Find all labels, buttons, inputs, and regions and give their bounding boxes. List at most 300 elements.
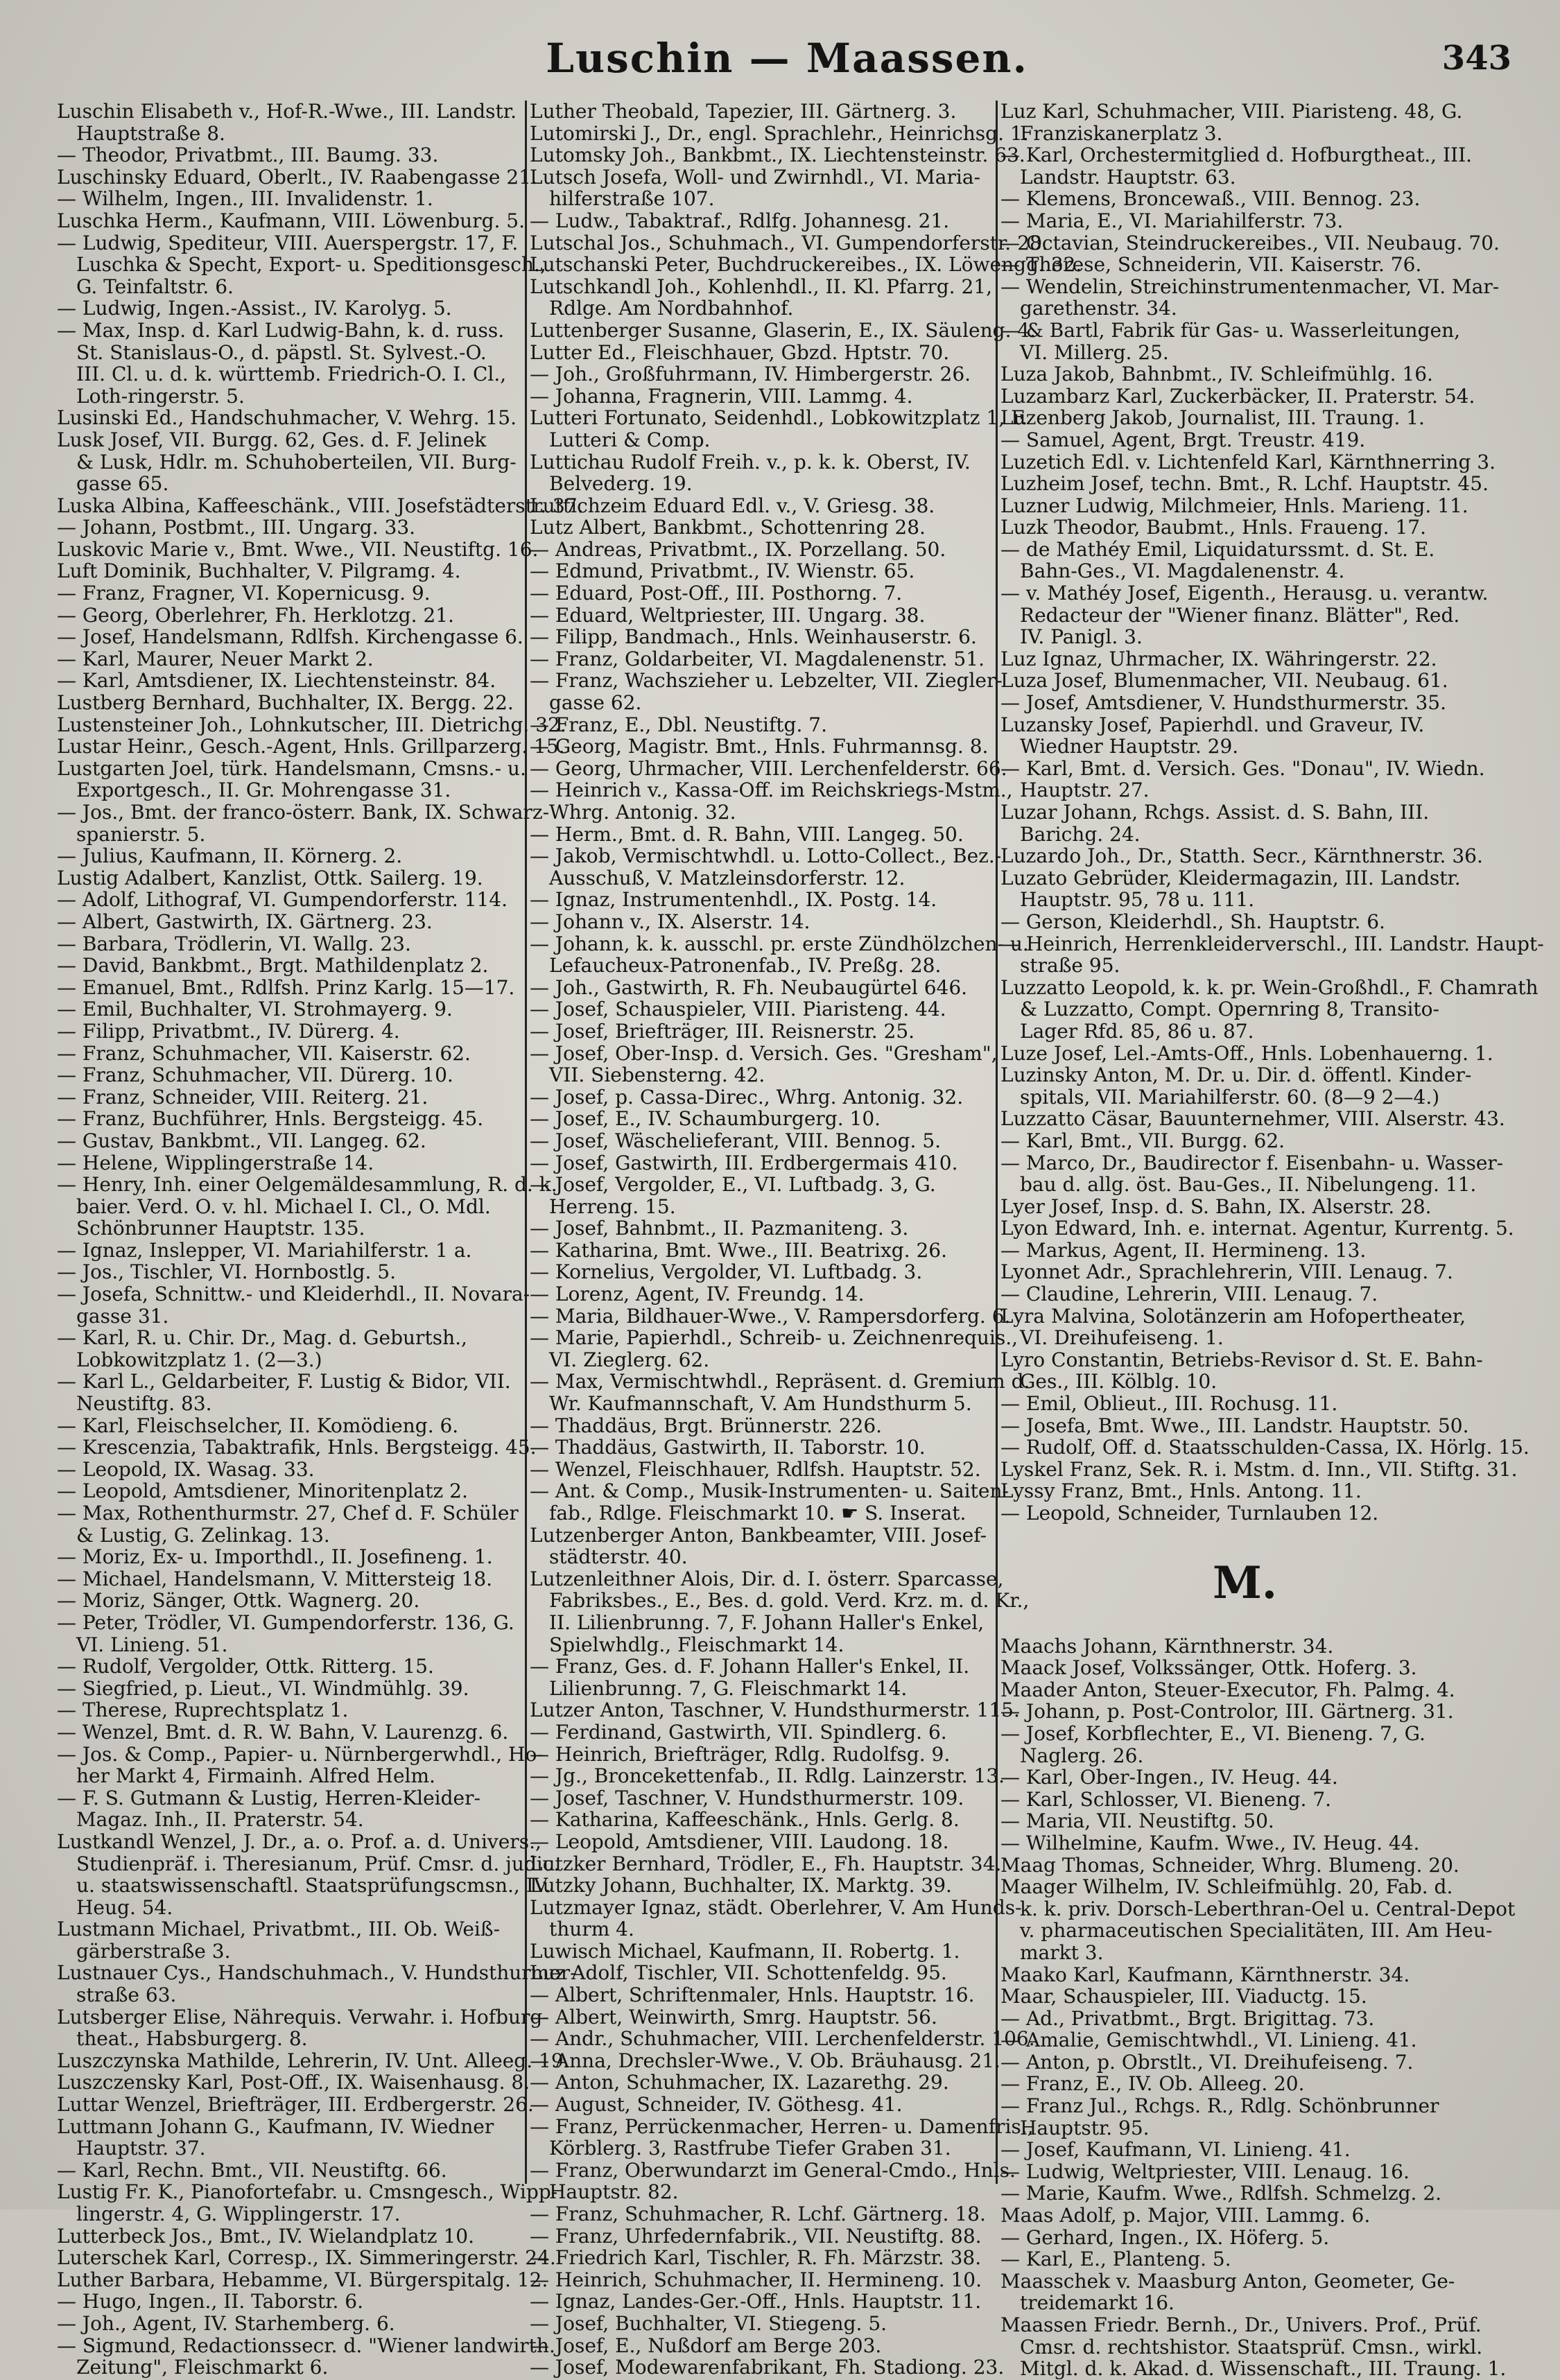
directory-subentry: — Jakob, Vermischtwhdl. u. Lotto-Collect., Bez.- [530, 844, 1002, 868]
directory-subentry: — Franz, Buchführer, Hnls. Bergsteigg. 45. [57, 1107, 484, 1131]
entry-continuation: VI. Zieglerg. 62. [549, 1348, 710, 1371]
directory-subentry: — Johann, k. k. ausschl. pr. erste Zündhölzchen- u. [530, 932, 1029, 955]
directory-subentry: — Ludwig, Ingen.-Assist., IV. Karolyg. 5. [57, 297, 452, 320]
entry-continuation: Bahn-Ges., VI. Magdalenenstr. 4. [1020, 559, 1345, 583]
directory-subentry: — David, Bankbmt., Brgt. Mathildenplatz 2. [57, 954, 489, 978]
directory-entry: Luska Albina, Kaffeeschänk., VIII. Josefstädterstr. 37. [57, 494, 584, 517]
directory-subentry: — Karl, Bmt. d. Versich. Ges. "Donau", IV. Wiedn. [1000, 756, 1485, 780]
directory-subentry: — Katharina, Kaffeeschänk., Hnls. Gerlg. 8. [530, 1808, 960, 1832]
directory-subentry: — Therese, Ruprechtsplatz 1. [57, 1699, 349, 1722]
directory-subentry: — Josef, Vergolder, E., VI. Luftbadg. 3, G. [530, 1173, 936, 1197]
directory-entry: Luschin Elisabeth v., Hof-R.-Wwe., III. Landstr. [57, 100, 517, 123]
entry-continuation: VII. Siebensterng. 42. [549, 1063, 765, 1087]
directory-subentry: — Thaddäus, Gastwirth, II. Taborstr. 10. [530, 1436, 926, 1459]
entry-continuation: garethenstr. 34. [1020, 297, 1177, 320]
directory-entry: Lustkandl Wenzel, J. Dr., a. o. Prof. a. d. Univers., [57, 1830, 541, 1853]
directory-subentry: — Heinrich, Herrenkleiderverschl., III. Landstr. Haupt- [1000, 932, 1544, 955]
directory-entry: Lutzmayer Ignaz, städt. Oberlehrer, V. Am Hunds- [530, 1895, 1022, 1919]
entry-continuation: lingerstr. 4, G. Wipplingerstr. 17. [76, 2203, 401, 2225]
entry-continuation: Hauptstr. 95, 78 u. 111. [1020, 888, 1255, 912]
directory-entry: Luterschek Karl, Corresp., IX. Simmeringerstr. 24. [57, 2246, 556, 2270]
directory-subentry: — Wilhelmine, Kaufm. Wwe., IV. Heug. 44. [1000, 1831, 1420, 1855]
directory-entry: Luzambarz Karl, Zuckerbäcker, II. Praterstr. 54. [1000, 384, 1475, 408]
directory-subentry: — Franz, Schuhmacher, VII. Dürerg. 10. [57, 1063, 453, 1087]
directory-entry: Luzzatto Leopold, k. k. pr. Wein-Großhdl., F. Chamrath [1000, 975, 1539, 999]
directory-entry: Lutter Ed., Fleischhauer, Gbzd. Hptstr. 70. [530, 340, 950, 364]
entry-continuation: gärberstraße 3. [76, 1939, 231, 1963]
directory-entry: Lusinski Ed., Handschuhmacher, V. Wehrg. 15. [57, 406, 517, 430]
directory-subentry: — Friedrich Karl, Tischler, R. Fh. Märzstr. 38. [530, 2246, 982, 2270]
directory-entry: Lyon Edward, Inh. e. internat. Agentur, Kurrentg. 5. [1000, 1217, 1514, 1240]
section-letter: M. [1212, 1556, 1278, 1609]
directory-subentry: — Joh., Großfuhrmann, IV. Himbergerstr. 26. [530, 363, 971, 386]
directory-entry: Luzheim Josef, techn. Bmt., R. Lchf. Hauptstr. 45. [1000, 472, 1489, 496]
entry-continuation: Herreng. 15. [549, 1195, 676, 1218]
directory-entry: Lustmann Michael, Privatbmt., III. Ob. Weiß- [57, 1918, 501, 1941]
directory-subentry: — Anton, p. Obrstlt., VI. Dreihufeiseng. 7. [1000, 2050, 1414, 2074]
directory-entry: Lutsch Josefa, Woll- und Zwirnhdl., VI. Maria- [530, 165, 980, 189]
directory-subentry: — Wenzel, Fleischhauer, Rdlfsh. Hauptstr. 52. [530, 1457, 981, 1481]
directory-entry: Lutzker Bernhard, Trödler, E., Fh. Hauptstr. 34. [530, 1852, 1002, 1875]
directory-subentry: — Moriz, Ex- u. Importhdl., II. Josefineng. 1. [57, 1545, 493, 1569]
entry-continuation: v. pharmaceutischen Specialitäten, III. Am Heu- [1020, 1919, 1493, 1943]
directory-entry: Maassen Friedr. Bernh., Dr., Univers. Prof., Prüf. [1000, 2313, 1482, 2336]
directory-subentry: — Karl L., Geldarbeiter, F. Lustig & Bidor, VII. [57, 1370, 511, 1393]
entry-continuation: & Lusk, Hdlr. m. Schuhoberteilen, VII. Burg- [76, 450, 517, 474]
directory-subentry: — Franz Jul., Rchgs. R., Rdlg. Schönbrunner [1000, 2094, 1439, 2118]
directory-subentry: — Wendelin, Streichinstrumentenmacher, VI. Mar- [1000, 275, 1500, 298]
directory-subentry: — Georg, Uhrmacher, VIII. Lerchenfelderstr. 66. [530, 756, 1007, 780]
directory-subentry: — Josef, E., IV. Schaumburgerg. 10. [530, 1107, 881, 1131]
directory-subentry: — Rudolf, Vergolder, Ottk. Ritterg. 15. [57, 1655, 434, 1678]
directory-subentry: — Josef, Ober-Insp. d. Versich. Ges. "Gresham", [530, 1041, 998, 1065]
directory-subentry: — Josef, Briefträger, III. Reisnerstr. 25. [530, 1019, 915, 1043]
directory-subentry: — Josef, Amtsdiener, V. Hundsthurmerstr. 35. [1000, 691, 1447, 715]
directory-entry: Luzar Johann, Rchgs. Assist. d. S. Bahn, III. [1000, 801, 1430, 824]
directory-entry: Lutomirski J., Dr., engl. Sprachlehr., Heinrichsg. 1. [530, 121, 1029, 145]
entry-continuation: spanierstr. 5. [76, 822, 206, 846]
directory-entry: Luz Karl, Schuhmacher, VIII. Piaristeng. 48, G. [1000, 100, 1463, 123]
directory-subentry: — Leopold, Amtsdiener, VIII. Laudong. 18. [530, 1830, 949, 1853]
directory-subentry: — Josef, Wäschelieferant, VIII. Bennog. 5. [530, 1129, 942, 1152]
column-1 [57, 100, 584, 2379]
directory-subentry: — Heinrich, Schuhmacher, II. Hermineng. 10. [530, 2268, 982, 2291]
directory-subentry: — Ignaz, Landes-Ger.-Off., Hnls. Hauptstr. 11. [530, 2290, 982, 2313]
directory-subentry: — Jos., Bmt. der franco-österr. Bank, IX. Schwarz- [57, 801, 550, 824]
directory-subentry: — v. Mathéy Josef, Eigenth., Herausg. u. verantw. [1000, 582, 1489, 605]
directory-entry: Lutomsky Joh., Bankbmt., IX. Liechtensteinstr. 63. [530, 144, 1025, 167]
directory-entry: Maader Anton, Steuer-Executor, Fh. Palmg. 4. [1000, 1678, 1455, 1701]
directory-entry: Lutzenleithner Alois, Dir. d. I. österr. Sparcasse, [530, 1567, 1004, 1590]
directory-entry: Lutschal Jos., Schuhmach., VI. Gumpendorferstr. 28. [530, 231, 1048, 254]
directory-entry: Maako Karl, Kaufmann, Kärnthnerstr. 34. [1000, 1963, 1410, 1986]
entry-continuation: fab., Rdlge. Fleischmarkt 10. ☛ S. Inserat. [549, 1502, 967, 1525]
directory-subentry: — Karl, Maurer, Neuer Markt 2. [57, 647, 374, 670]
directory-entry: Luschka Herm., Kaufmann, VIII. Löwenburg. 5. [57, 209, 526, 232]
entry-continuation: III. Cl. u. d. k. württemb. Friedrich-O. I. Cl., [76, 363, 507, 386]
directory-entry: Maack Josef, Volkssänger, Ottk. Hoferg. 3. [1000, 1656, 1417, 1680]
directory-subentry: — Josef, Handelsmann, Rdlfsh. Kirchengasse 6. [57, 625, 523, 649]
directory-subentry: — Franz, Uhrfedernfabrik., VII. Neustiftg. 88. [530, 2224, 982, 2248]
directory-entry: Lutterbeck Jos., Bmt., IV. Wielandplatz 10. [57, 2224, 474, 2248]
directory-entry: Luwisch Michael, Kaufmann, II. Robertg. 1. [530, 1939, 960, 1963]
directory-subentry: — Emil, Oblieut., III. Rochusg. 11. [1000, 1392, 1338, 1416]
directory-subentry: — Josef, Korbflechter, E., VI. Bieneng. 7, G. [1000, 1721, 1425, 1745]
directory-entry: Luzetich Edl. v. Lichtenfeld Karl, Kärnthnerring 3. [1000, 450, 1496, 474]
directory-entry: Maachs Johann, Kärnthnerstr. 34. [1000, 1634, 1334, 1658]
directory-entry: Lustnauer Cys., Handschuhmach., V. Hundsthurmer- [57, 1961, 577, 1985]
entry-continuation: Zeitung", Fleischmarkt 6. [76, 2356, 329, 2379]
entry-continuation: Loth-ringerstr. 5. [76, 384, 245, 408]
directory-subentry: — Henry, Inh. einer Oelgemäldesammlung, R. d. k. [57, 1173, 557, 1197]
entry-continuation: u. staatswissenschaftl. Staatsprüfungscmsn., IV. [76, 1874, 551, 1897]
directory-subentry: — Eduard, Post-Off., III. Posthorng. 7. [530, 582, 903, 605]
directory-subentry: — Andr., Schuhmacher, VIII. Lerchenfelderstr. 106. [530, 2027, 1035, 2051]
directory-entry: Lyro Constantin, Betriebs-Revisor d. St. E. Bahn- [1000, 1348, 1483, 1371]
entry-continuation: G. Teinfaltstr. 6. [76, 275, 234, 298]
directory-entry: Luzansky Josef, Papierhdl. und Graveur, IV. [1000, 713, 1425, 736]
directory-subentry: — Anna, Drechsler-Wwe., V. Ob. Bräuhausg. 21. [530, 2049, 1000, 2072]
entry-continuation: k. k. priv. Dorsch-Leberthran-Oel u. Central-Depot [1020, 1897, 1516, 1920]
directory-entry: Lyskel Franz, Sek. R. i. Mstm. d. Inn., VII. Stiftg. 31. [1000, 1457, 1518, 1481]
directory-subentry: — Josef, Taschner, V. Hundsthurmerstr. 109. [530, 1786, 964, 1809]
entry-continuation: Exportgesch., II. Gr. Mohrengasse 31. [76, 779, 451, 802]
directory-subentry: — Josef, p. Cassa-Direc., Whrg. Antonig. 32. [530, 1085, 964, 1109]
directory-subentry: — Franz, Schuhmacher, R. Lchf. Gärtnerg. 18. [530, 2203, 986, 2225]
entry-continuation: & Lustig, G. Zelinkag. 13. [76, 1523, 330, 1547]
entry-continuation: & Luzzatto, Compt. Opernring 8, Transito- [1020, 998, 1439, 1021]
directory-entry: Luzner Ludwig, Milchmeier, Hnls. Marieng. 11. [1000, 494, 1468, 517]
directory-subentry: — Peter, Trödler, VI. Gumpendorferstr. 136, G. [57, 1610, 514, 1634]
directory-subentry: — Karl, Schlosser, VI. Bieneng. 7. [1000, 1787, 1332, 1811]
entry-continuation: VI. Linieng. 51. [76, 1633, 228, 1656]
directory-subentry: — Albert, Gastwirth, IX. Gärtnerg. 23. [57, 910, 433, 933]
directory-subentry: — Karl, E., Planteng. 5. [1000, 2248, 1231, 2271]
directory-subentry: — Klemens, Broncewaß., VIII. Bennog. 23. [1000, 187, 1421, 211]
directory-subentry: — Katharina, Bmt. Wwe., III. Beatrixg. 26. [530, 1238, 948, 1262]
entry-continuation: Magaz. Inh., II. Praterstr. 54. [76, 1808, 364, 1832]
directory-subentry: — Johann, p. Post-Controlor, III. Gärtnerg. 31. [1000, 1700, 1454, 1723]
entry-continuation: hilferstraße 107. [549, 187, 715, 211]
page-number: 343 [1441, 39, 1511, 78]
directory-subentry: — Herm., Bmt. d. R. Bahn, VIII. Langeg. 50. [530, 822, 964, 846]
entry-continuation: Mitgl. d. k. Akad. d. Wissenschaft., III. Traung. 1. [1020, 2357, 1507, 2380]
directory-subentry: — Hugo, Ingen., II. Taborstr. 6. [57, 2290, 363, 2313]
entry-continuation: Schönbrunner Hauptstr. 135. [76, 1217, 365, 1240]
directory-subentry: — Johann v., IX. Alserstr. 14. [530, 910, 811, 933]
directory-subentry: — Edmund, Privatbmt., IV. Wienstr. 65. [530, 559, 915, 583]
directory-subentry: — Maria, E., VI. Mariahilferstr. 73. [1000, 209, 1344, 232]
directory-subentry: — Ant. & Comp., Musik-Instrumenten- u. Saiten- [530, 1479, 1009, 1503]
entry-continuation: Wiedner Hauptstr. 29. [1020, 735, 1239, 758]
directory-subentry: — Marco, Dr., Baudirector f. Eisenbahn- u. Wasser- [1000, 1151, 1504, 1174]
entry-continuation: gasse 62. [549, 691, 642, 715]
directory-subentry: — Helene, Wipplingerstraße 14. [57, 1151, 374, 1174]
directory-subentry: — Franz, Oberwundarzt im General-Cmdo., Hnls. [530, 2158, 1016, 2182]
entry-continuation: Hauptstr. 27. [1020, 779, 1150, 802]
entry-continuation: Redacteur der "Wiener finanz. Blätter", Red. [1020, 603, 1460, 627]
directory-entry: Luzzatto Cäsar, Bauunternehmer, VIII. Alserstr. 43. [1000, 1107, 1505, 1131]
directory-subentry: — Heinrich, Briefträger, Rdlg. Rudolfsg. 9. [530, 1742, 951, 1766]
directory-subentry: — Franz, Goldarbeiter, VI. Magdalenenstr. 51. [530, 647, 985, 670]
directory-subentry: — Emil, Buchhalter, VI. Strohmayerg. 9. [57, 998, 453, 1021]
directory-entry: Luschinsky Eduard, Oberlt., IV. Raabengasse 21. [57, 165, 537, 189]
running-head: Luschin — Maassen. [546, 35, 1028, 82]
directory-subentry: — Franz, E., Dbl. Neustiftg. 7. [530, 713, 827, 736]
column-3 [1000, 100, 1544, 2380]
entry-continuation: Körblerg. 3, Rastfrube Tiefer Graben 31. [549, 2137, 951, 2160]
directory-subentry: — Gerson, Kleiderhdl., Sh. Hauptstr. 6. [1000, 910, 1385, 933]
directory-entry: Lusk Josef, VII. Burgg. 62, Ges. d. F. Jelinek [57, 428, 487, 451]
directory-entry: Luft Dominik, Buchhalter, V. Pilgramg. 4. [57, 559, 461, 583]
directory-subentry: — Marie, Kaufm. Wwe., Rdlfsh. Schmelzg. 2. [1000, 2182, 1442, 2205]
directory-subentry: — Leopold, IX. Wasag. 33. [57, 1457, 315, 1481]
directory-subentry: — Filipp, Privatbmt., IV. Dürerg. 4. [57, 1019, 400, 1043]
entry-continuation: markt 3. [1020, 1940, 1104, 1964]
directory-subentry: — Claudine, Lehrerin, VIII. Lenaug. 7. [1000, 1283, 1378, 1306]
directory-subentry: — Franz, Wachszieher u. Lebzelter, VII. Ziegler- [530, 669, 1003, 693]
entry-continuation: thurm 4. [549, 1918, 634, 1941]
directory-subentry: — Josefa, Schnittw.- und Kleiderhdl., II. Novara- [57, 1283, 530, 1306]
directory-entry: Luther Theobald, Tapezier, III. Gärtnerg. 3. [530, 100, 957, 123]
entry-continuation: St. Stanislaus-O., d. päpstl. St. Sylvest.-O. [76, 340, 487, 364]
entry-continuation: baier. Verd. O. v. hl. Michael I. Cl., O. Mdl. [76, 1195, 491, 1218]
entry-continuation: Lutteri & Comp. [549, 428, 711, 451]
directory-subentry: — Joh., Agent, IV. Starhemberg. 6. [57, 2311, 395, 2335]
directory-subentry: — Karl, Ober-Ingen., IV. Heug. 44. [1000, 1766, 1338, 1789]
directory-subentry: — Therese, Schneiderin, VII. Kaiserstr. 76. [1000, 253, 1422, 277]
directory-subentry: — Filipp, Bandmach., Hnls. Weinhauserstr. 6. [530, 625, 977, 649]
directory-subentry: — Josef, Modewarenfabrikant, Fh. Stadiong. 23. [530, 2356, 1005, 2379]
directory-entry: Luz Adolf, Tischler, VII. Schottenfeldg. 95. [530, 1961, 947, 1985]
directory-subentry: — Leopold, Amtsdiener, Minoritenplatz 2. [57, 1479, 468, 1503]
directory-subentry: — August, Schneider, IV. Göthesg. 41. [530, 2093, 903, 2117]
entry-continuation: Neustiftg. 83. [76, 1392, 212, 1416]
entry-continuation: Lobkowitzplatz 1. (2—3.) [76, 1348, 322, 1371]
directory-entry: Lustensteiner Joh., Lohnkutscher, III. Dietrichg. 32. [57, 713, 566, 736]
directory-entry: Maager Wilhelm, IV. Schleifmühlg. 20, Fab. d. [1000, 1875, 1453, 1899]
directory-subentry: — Joh., Gastwirth, R. Fh. Neubaugürtel 646. [530, 975, 968, 999]
directory-entry: Luttenberger Susanne, Glaserin, E., IX. Säuleng. 4. [530, 318, 1037, 342]
directory-subentry: — Georg, Oberlehrer, Fh. Herklotzg. 21. [57, 603, 454, 627]
entry-continuation: Whrg. Antonig. 32. [549, 801, 736, 824]
entry-continuation: Belvederg. 19. [549, 472, 693, 496]
directory-subentry: — Karl, Rechn. Bmt., VII. Neustiftg. 66. [57, 2158, 447, 2182]
directory-subentry: — Max, Rothenthurmstr. 27, Chef d. F. Schüler [57, 1502, 519, 1525]
entry-continuation: VI. Millerg. 25. [1020, 340, 1169, 364]
directory-subentry: — Amalie, Gemischtwhdl., VI. Linieng. 41. [1000, 2029, 1417, 2052]
directory-subentry: — Gerhard, Ingen., IX. Höferg. 5. [1000, 2225, 1330, 2249]
entry-continuation: Naglerg. 26. [1020, 1744, 1144, 1767]
directory-subentry: — Franz, Fragner, VI. Kopernicusg. 9. [57, 582, 431, 605]
entry-continuation: Lilienbrunng. 7, G. Fleischmarkt 14. [549, 1676, 908, 1700]
directory-subentry: — F. S. Gutmann & Lustig, Herren-Kleider- [57, 1786, 480, 1809]
directory-subentry: — Karl, Fleischselcher, II. Komödieng. 6. [57, 1414, 459, 1437]
directory-entry: Luza Josef, Blumenmacher, VII. Neubaug. 61. [1000, 669, 1448, 693]
directory-entry: Lyonnet Adr., Sprachlehrerin, VIII. Lenaug. 7. [1000, 1260, 1453, 1284]
directory-subentry: — Theodor, Privatbmt., III. Baumg. 33. [57, 144, 439, 167]
directory-subentry: — Samuel, Agent, Brgt. Treustr. 419. [1000, 428, 1366, 451]
directory-entry: Lutzenberger Anton, Bankbeamter, VIII. Josef- [530, 1523, 987, 1547]
directory-subentry: — Wenzel, Bmt. d. R. W. Bahn, V. Laurenzg. 6. [57, 1720, 509, 1744]
directory-entry: Lutz Albert, Bankbmt., Schottenring 28. [530, 516, 926, 539]
directory-entry: Luttmann Johann G., Kaufmann, IV. Wiedner [57, 2114, 494, 2138]
directory-subentry: — Ferdinand, Gastwirth, VII. Spindlerg. 6. [530, 1720, 947, 1744]
directory-subentry: — Heinrich v., Kassa-Off. im Reichskriegs-Mstm., [530, 779, 1013, 802]
entry-continuation: Cmsr. d. rechtshistor. Staatsprüf. Cmsn., wirkl. [1020, 2335, 1483, 2359]
directory-subentry: — Johann, Postbmt., III. Ungarg. 33. [57, 516, 416, 539]
entry-continuation: Spielwhdlg., Fleischmarkt 14. [549, 1633, 844, 1656]
directory-entry: Lutteri Fortunato, Seidenhdl., Lobkowitzplatz 1, F. [530, 406, 1028, 430]
entry-continuation: Hauptstraße 8. [76, 121, 225, 145]
directory-entry: Lustberg Bernhard, Buchhalter, IX. Bergg. 22. [57, 691, 514, 715]
directory-entry: Luzk Theodor, Baubmt., Hnls. Fraueng. 17. [1000, 516, 1426, 539]
entry-continuation: her Markt 4, Firmainh. Alfred Helm. [76, 1764, 435, 1788]
directory-subentry: — Josef, Buchhalter, VI. Stiegeng. 5. [530, 2311, 887, 2335]
directory-entry: Lyer Josef, Insp. d. S. Bahn, IX. Alserstr. 28. [1000, 1195, 1432, 1218]
entry-continuation: Luschka & Specht, Export- u. Speditionsgesch., [76, 253, 546, 277]
directory-entry: Luza Jakob, Bahnbmt., IV. Schleifmühlg. 16. [1000, 363, 1433, 386]
directory-subentry: — Ignaz, Instrumentenhdl., IX. Postg. 14. [530, 888, 937, 912]
entry-continuation: gasse 65. [76, 472, 169, 496]
directory-entry: Lutschanski Peter, Buchdruckereibes., IX. Löwengg. 32. [530, 253, 1082, 277]
entry-continuation: Hauptstr. 82. [549, 2180, 679, 2204]
directory-subentry: — Max, Insp. d. Karl Ludwig-Bahn, k. d. russ. [57, 318, 505, 342]
directory-entry: Luz Ignaz, Uhrmacher, IX. Währingerstr. 22. [1000, 647, 1437, 670]
directory-subentry: — Leopold, Schneider, Turnlauben 12. [1000, 1502, 1379, 1525]
directory-subentry: — Albert, Weinwirth, Smrg. Hauptstr. 56. [530, 2005, 937, 2029]
entry-continuation: II. Lilienbrunng. 7, F. Johann Haller's Enkel, [549, 1610, 985, 1634]
entry-continuation: gasse 31. [76, 1304, 169, 1328]
entry-continuation: Lefaucheux-Patronenfab., IV. Preßg. 28. [549, 954, 942, 978]
entry-continuation: Lager Rfd. 85, 86 u. 87. [1020, 1019, 1254, 1043]
directory-subentry: — Markus, Agent, II. Hermineng. 13. [1000, 1238, 1367, 1262]
directory-subentry: — Andreas, Privatbmt., IX. Porzellang. 50. [530, 537, 946, 561]
directory-entry: Lutschkandl Joh., Kohlenhdl., II. Kl. Pfarrg. 21, [530, 275, 992, 298]
entry-continuation: Studienpräf. i. Theresianum, Prüf. Cmsr. d. judic. [76, 1852, 560, 1875]
directory-subentry: — Josef, Gastwirth, III. Erdbergermais 410. [530, 1151, 958, 1174]
directory-subentry: — Michael, Handelsmann, V. Mittersteig 18. [57, 1567, 493, 1590]
directory-subentry: — Franz, E., IV. Ob. Alleeg. 20. [1000, 2072, 1305, 2096]
directory-subentry: — Karl, Bmt., VII. Burgg. 62. [1000, 1129, 1285, 1152]
directory-entry: Lutzer Anton, Taschner, V. Hundsthurmerstr. 115. [530, 1699, 1020, 1722]
directory-subentry: — Marie, Papierhdl., Schreib- u. Zeichnenrequis., [530, 1326, 1018, 1350]
directory-subentry: — Jos., Tischler, VI. Hornbostlg. 5. [57, 1260, 396, 1284]
directory-subentry: — de Mathéy Emil, Liquidaturssmt. d. St. E. [1000, 537, 1435, 561]
directory-entry: Lustig Adalbert, Kanzlist, Ottk. Sailerg. 19. [57, 866, 483, 889]
entry-continuation: treidemarkt 16. [1020, 2291, 1175, 2315]
directory-subentry: — Moriz, Sänger, Ottk. Wagnerg. 20. [57, 1589, 420, 1613]
directory-subentry: — Siegfried, p. Lieut., VI. Windmühlg. 39. [57, 1676, 469, 1700]
directory-subentry: — Eduard, Weltpriester, III. Ungarg. 38. [530, 603, 926, 627]
directory-entry: Luzato Gebrüder, Kleidermagazin, III. Landstr. [1000, 866, 1461, 889]
directory-subentry: — Ludw., Tabaktraf., Rdlfg. Johannesg. 21. [530, 209, 950, 232]
directory-subentry: — Franz, Schneider, VIII. Reiterg. 21. [57, 1085, 428, 1109]
directory-entry: Lutsberger Elise, Nährequis. Verwahr. i. Hofburg- [57, 2005, 549, 2029]
directory-subentry: — Gustav, Bankbmt., VII. Langeg. 62. [57, 1129, 426, 1152]
directory-subentry: — Ludwig, Spediteur, VIII. Auerspergstr. 17, F. [57, 231, 519, 254]
entry-continuation: Franziskanerplatz 3. [1020, 121, 1223, 145]
directory-subentry: — Albert, Schriftenmaler, Hnls. Hauptstr. 16. [530, 1983, 975, 2007]
directory-subentry: — Franz, Ges. d. F. Johann Haller's Enkel, II. [530, 1655, 970, 1678]
directory-subentry: — Ad., Privatbmt., Brgt. Brigittag. 73. [1000, 2006, 1375, 2030]
directory-entry: Luzenberg Jakob, Journalist, III. Traung. 1. [1000, 406, 1425, 430]
directory-entry: Maasschek v. Maasburg Anton, Geometer, Ge- [1000, 2269, 1455, 2293]
directory-subentry: — Maria, Bildhauer-Wwe., V. Rampersdorferg. 6. [530, 1304, 1011, 1328]
directory-entry: Luttichzeim Eduard Edl. v., V. Griesg. 38. [530, 494, 935, 517]
directory-subentry: — Georg, Magistr. Bmt., Hnls. Fuhrmannsg. 8. [530, 735, 989, 758]
entry-continuation: spitals, VII. Mariahilferstr. 60. (8—9 2—4.) [1020, 1085, 1440, 1109]
directory-entry: Maas Adolf, p. Major, VIII. Lammg. 6. [1000, 2204, 1371, 2227]
entry-continuation: IV. Panigl. 3. [1020, 625, 1143, 649]
entry-continuation: theat., Habsburgerg. 8. [76, 2027, 308, 2051]
directory-subentry: — Wilhelm, Ingen., III. Invalidenstr. 1. [57, 187, 433, 211]
directory-subentry: — Karl, R. u. Chir. Dr., Mag. d. Geburtsh., [57, 1326, 467, 1350]
directory-entry: Luther Barbara, Hebamme, VI. Bürgerspitalg. 12. [57, 2268, 548, 2291]
entry-continuation: Fabriksbes., E., Bes. d. gold. Verd. Krz. m. d. Kr., [549, 1589, 1030, 1613]
directory-subentry: — Julius, Kaufmann, II. Körnerg. 2. [57, 844, 403, 868]
directory-entry: Lustar Heinr., Gesch.-Agent, Hnls. Grillparzerg. 15. [57, 735, 565, 758]
entry-continuation: straße 63. [76, 1983, 177, 2007]
entry-continuation: Hauptstr. 37. [76, 2137, 206, 2160]
directory-subentry: — Krescenzia, Tabaktrafik, Hnls. Bergsteigg. 45. [57, 1436, 537, 1459]
directory-entry: Lutzky Johann, Buchhalter, IX. Marktg. 39. [530, 1874, 952, 1897]
directory-entry: Luze Josef, Lel.-Amts-Off., Hnls. Lobenhauerng. 1. [1000, 1041, 1493, 1065]
entry-continuation: städterstr. 40. [549, 1545, 688, 1569]
directory-subentry: — Max, Vermischtwhdl., Repräsent. d. Gremium d. [530, 1370, 1030, 1393]
directory-subentry: — Adolf, Lithograf, VI. Gumpendorferstr. 114. [57, 888, 508, 912]
entry-continuation: Ausschuß, V. Matzleinsdorferstr. 12. [549, 866, 905, 889]
directory-subentry: — Josef, Bahnbmt., II. Pazmaniteng. 3. [530, 1217, 909, 1240]
directory-subentry: — Jos. & Comp., Papier- u. Nürnbergerwhdl., Ho- [57, 1742, 544, 1766]
entry-continuation: Hauptstr. 95. [1020, 2116, 1150, 2139]
directory-subentry: — Josef, Kaufmann, VI. Linieng. 41. [1000, 2138, 1351, 2162]
directory-subentry: — Emanuel, Bmt., Rdlfsh. Prinz Karlg. 15—17. [57, 975, 515, 999]
directory-subentry: — Barbara, Trödlerin, VI. Wallg. 23. [57, 932, 411, 955]
directory-entry: Luzinsky Anton, M. Dr. u. Dir. d. öffentl. Kinder- [1000, 1063, 1472, 1087]
directory-entry: Maag Thomas, Schneider, Whrg. Blumeng. 20. [1000, 1853, 1459, 1877]
entry-continuation: Rdlge. Am Nordbahnhof. [549, 297, 794, 320]
directory-subentry: — Karl, Amtsdiener, IX. Liechtensteinstr. 84. [57, 669, 496, 693]
entry-continuation: bau d. allg. öst. Bau-Ges., II. Nibelungeng. 11. [1020, 1173, 1477, 1197]
entry-continuation: straße 95. [1020, 954, 1120, 978]
directory-entry: Lustig Fr. K., Pianofortefabr. u. Cmsngesch., Wipp- [57, 2180, 558, 2204]
directory-entry: Lustgarten Joel, türk. Handelsmann, Cmsns.- u. [57, 756, 526, 780]
entry-continuation: Landstr. Hauptstr. 63. [1020, 165, 1236, 189]
page-header [55, 0, 1518, 83]
directory-entry: Lyssy Franz, Bmt., Hnls. Antong. 11. [1000, 1479, 1362, 1503]
directory-subentry: — Lorenz, Agent, IV. Freundg. 14. [530, 1283, 865, 1306]
directory-entry: Luszczynska Mathilde, Lehrerin, IV. Unt. Alleeg. 19. [57, 2049, 570, 2072]
directory-subentry: — Josef, E., Nußdorf am Berge 203. [530, 2334, 882, 2357]
entry-continuation: VI. Dreihufeiseng. 1. [1020, 1326, 1224, 1350]
entry-continuation: Heug. 54. [76, 1895, 173, 1919]
directory-entry: Luttar Wenzel, Briefträger, III. Erdbergerstr. 26. [57, 2093, 534, 2117]
entry-continuation: Ges., III. Kölblg. 10. [1020, 1370, 1217, 1393]
directory-subentry: — Octavian, Steindruckereibes., VII. Neubaug. 70. [1000, 231, 1500, 254]
directory-subentry: — Anton, Schuhmacher, IX. Lazarethg. 29. [530, 2071, 949, 2094]
directory-subentry: — Josef, Schauspieler, VIII. Piaristeng. 44. [530, 998, 946, 1021]
directory-subentry: — Sigmund, Redactionssecr. d. "Wiener landwirth. [57, 2334, 555, 2357]
directory-subentry: — Johanna, Fragnerin, VIII. Lammg. 4. [530, 384, 913, 408]
directory-subentry: — Kornelius, Vergolder, VI. Luftbadg. 3. [530, 1260, 923, 1284]
directory-entry: Maar, Schauspieler, III. Viaductg. 15. [1000, 1985, 1367, 2008]
directory-subentry: — & Bartl, Fabrik für Gas- u. Wasserleitungen, [1000, 318, 1461, 342]
directory-subentry: — Josefa, Bmt. Wwe., III. Landstr. Hauptstr. 50. [1000, 1414, 1469, 1437]
directory-entry: Luszczensky Karl, Post-Off., IX. Waisenhausg. 8. [57, 2071, 530, 2094]
directory-entry: Luttichau Rudolf Freih. v., p. k. k. Oberst, IV. [530, 450, 971, 474]
entry-continuation: Barichg. 24. [1020, 822, 1141, 846]
